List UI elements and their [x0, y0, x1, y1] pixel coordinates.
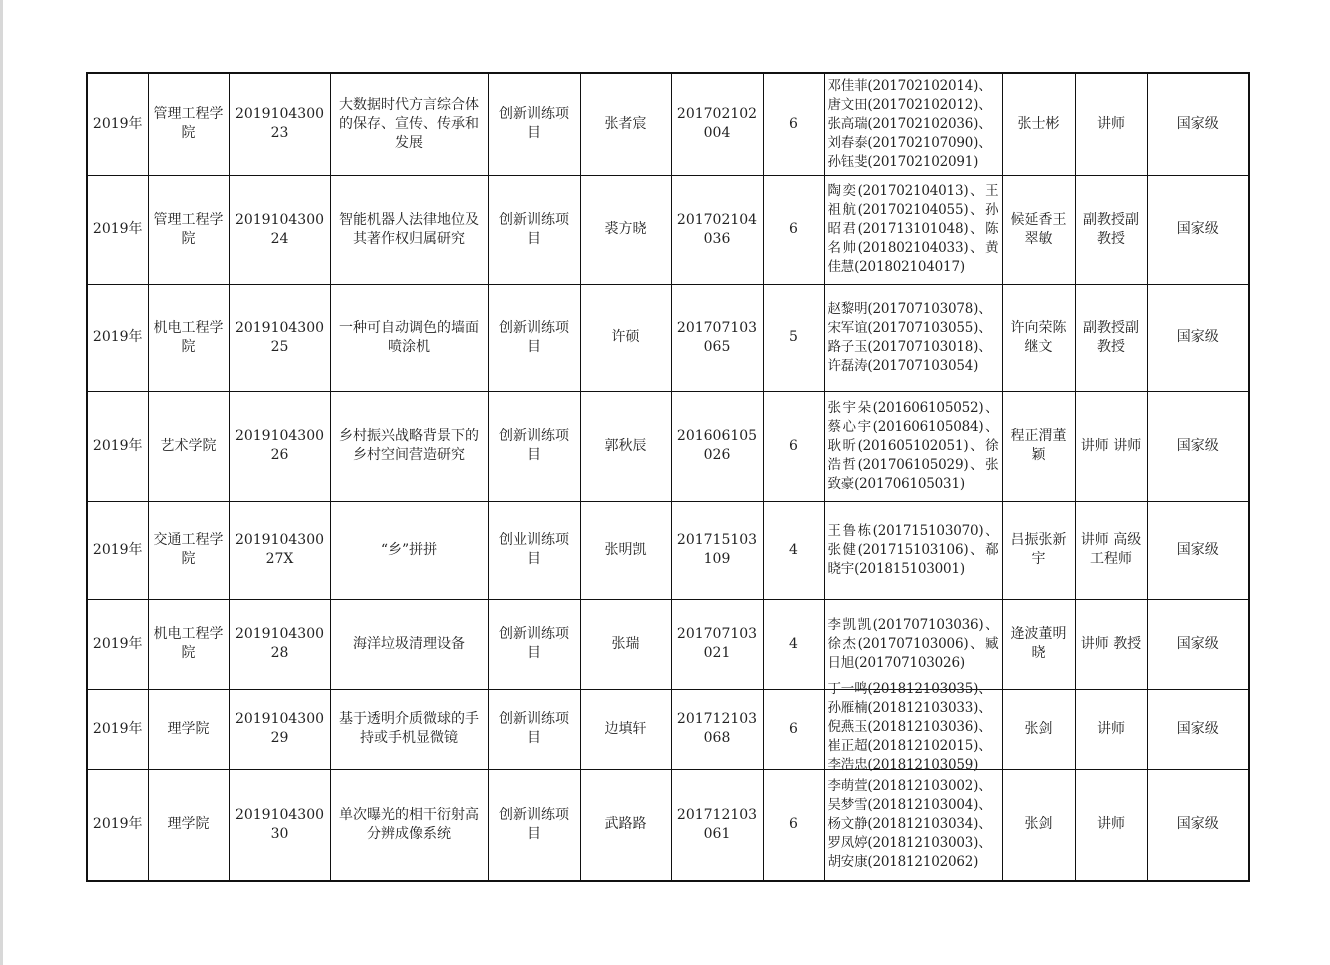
- member-count-cell: 4: [763, 599, 824, 689]
- college-cell: 交通工程学院: [148, 501, 229, 599]
- project-id-cell: 201910430023: [229, 73, 330, 175]
- project-id-cell: 201910430029: [229, 689, 330, 769]
- project-name-cell: 单次曝光的相干衍射高分辨成像系统: [330, 769, 488, 881]
- leader-cell: 边填轩: [580, 689, 671, 769]
- project-id-cell: 201910430027X: [229, 501, 330, 599]
- member-entry: 孙钰斐(201702102091): [827, 153, 979, 170]
- member-entry: 孙雁楠(201812103033)、: [827, 700, 992, 716]
- project-name-cell: “乡”拼拼: [330, 501, 488, 599]
- member-entry: 倪燕玉(201812103036)、: [827, 719, 992, 735]
- level-cell: 国家级: [1147, 284, 1249, 391]
- leader-id-cell: 201707103065: [671, 284, 763, 391]
- project-name-cell: 乡村振兴战略背景下的乡村空间营造研究: [330, 391, 488, 501]
- members-cell: [824, 501, 1002, 599]
- level-cell: 国家级: [1147, 391, 1249, 501]
- member-entry: 许磊涛(201707103054): [827, 357, 979, 374]
- member-count-cell: 6: [763, 175, 824, 284]
- member-entry: 邓佳菲(201702102014)、: [827, 77, 992, 94]
- member-entry: 丁一鸣(201812103035)、: [827, 681, 992, 697]
- member-entry: 王鲁栋(201715103070)、张健(201715103106)、郗晓宇(201815103001): [827, 522, 999, 577]
- advisor-cell: 许向荣陈继文: [1002, 284, 1075, 391]
- member-entry: 罗凤婷(201812103003)、: [827, 835, 992, 852]
- project-type-cell: 创新训练项目: [488, 689, 580, 769]
- year-cell: 2019年: [87, 501, 148, 599]
- member-entry: 唐文田(201702102012)、: [827, 96, 992, 113]
- member-entry: 杨文静(201812103034)、: [827, 816, 992, 833]
- table-row: [87, 391, 1249, 501]
- table-row: [87, 175, 1249, 284]
- advisor-title-cell: 讲师: [1075, 769, 1147, 881]
- project-id-cell: 201910430024: [229, 175, 330, 284]
- advisor-cell: 逄波董明晓: [1002, 599, 1075, 689]
- leader-cell: 张者宸: [580, 73, 671, 175]
- table-body: [87, 73, 1249, 881]
- members-cell: [824, 175, 1002, 284]
- member-count-cell: 6: [763, 769, 824, 881]
- project-type-cell: 创业训练项目: [488, 501, 580, 599]
- project-name-cell: 智能机器人法律地位及其著作权归属研究: [330, 175, 488, 284]
- member-entry: 赵黎明(201707103078)、: [827, 300, 992, 317]
- project-name-cell: 一种可自动调色的墙面喷涂机: [330, 284, 488, 391]
- advisor-title-cell: 副教授副教授: [1075, 284, 1147, 391]
- table-row: [87, 769, 1249, 881]
- project-name-cell: 大数据时代方言综合体的保存、宣传、传承和发展: [330, 73, 488, 175]
- project-id-cell: 201910430030: [229, 769, 330, 881]
- year-cell: 2019年: [87, 391, 148, 501]
- member-entry: 刘春泰(201702107090)、: [827, 134, 992, 151]
- project-type-cell: 创新训练项目: [488, 73, 580, 175]
- member-entry: 张宇朵(201606105052)、蔡心宇(201606105084)、耿昕(201605102051)、徐浩哲(201706105029)、张致豪(201706105031): [827, 399, 999, 492]
- member-count-cell: 6: [763, 689, 824, 769]
- level-cell: 国家级: [1147, 73, 1249, 175]
- advisor-cell: 张士彬: [1002, 73, 1075, 175]
- year-cell: 2019年: [87, 769, 148, 881]
- college-cell: 管理工程学院: [148, 175, 229, 284]
- project-id-cell: 201910430028: [229, 599, 330, 689]
- college-cell: 艺术学院: [148, 391, 229, 501]
- leader-cell: 裘方晓: [580, 175, 671, 284]
- member-entry: 路子玉(201707103018)、: [827, 338, 992, 355]
- member-entry: 陶奕(201702104013)、王祖航(201702104055)、孙昭君(201713101048)、陈名帅(201802104033)、黄佳慧(201802104017): [827, 183, 999, 275]
- member-count-cell: 5: [763, 284, 824, 391]
- advisor-title-cell: 讲师 高级工程师: [1075, 501, 1147, 599]
- project-type-cell: 创新训练项目: [488, 175, 580, 284]
- member-count-cell: 4: [763, 501, 824, 599]
- member-entry: 张高瑞(201702102036)、: [827, 115, 992, 132]
- leader-id-cell: 201702104036: [671, 175, 763, 284]
- year-cell: 2019年: [87, 599, 148, 689]
- member-entry: 胡安康(201812102062): [827, 854, 979, 871]
- member-count-cell: 6: [763, 73, 824, 175]
- table-row: [87, 689, 1249, 769]
- advisor-title-cell: 讲师: [1075, 73, 1147, 175]
- advisor-cell: 张剑: [1002, 769, 1075, 881]
- advisor-title-cell: 讲师 讲师: [1075, 391, 1147, 501]
- level-cell: 国家级: [1147, 599, 1249, 689]
- leader-cell: 张瑞: [580, 599, 671, 689]
- project-type-cell: 创新训练项目: [488, 769, 580, 881]
- project-id-cell: 201910430025: [229, 284, 330, 391]
- member-entry: 李浩忠(201812103059): [827, 757, 979, 773]
- college-cell: 理学院: [148, 769, 229, 881]
- project-name-cell: 基于透明介质微球的手持或手机显微镜: [330, 689, 488, 769]
- project-type-cell: 创新训练项目: [488, 599, 580, 689]
- advisor-cell: 候延香王翠敏: [1002, 175, 1075, 284]
- year-cell: 2019年: [87, 73, 148, 175]
- leader-id-cell: 201712103068: [671, 689, 763, 769]
- members-cell: [824, 391, 1002, 501]
- year-cell: 2019年: [87, 175, 148, 284]
- level-cell: 国家级: [1147, 689, 1249, 769]
- member-entry: 李凯凯(201707103036)、徐杰(201707103006)、臧日旭(201707103026): [827, 616, 999, 671]
- leader-id-cell: 201712103061: [671, 769, 763, 881]
- members-cell: [824, 599, 1002, 689]
- advisor-title-cell: 讲师 教授: [1075, 599, 1147, 689]
- table-row: [87, 599, 1249, 689]
- college-cell: 机电工程学院: [148, 599, 229, 689]
- page-left-edge: [0, 0, 3, 965]
- leader-id-cell: 201702102004: [671, 73, 763, 175]
- project-type-cell: 创新训练项目: [488, 284, 580, 391]
- college-cell: 管理工程学院: [148, 73, 229, 175]
- year-cell: 2019年: [87, 689, 148, 769]
- advisor-title-cell: 副教授副教授: [1075, 175, 1147, 284]
- project-table: [86, 72, 1250, 882]
- project-id-cell: 201910430026: [229, 391, 330, 501]
- leader-cell: 张明凯: [580, 501, 671, 599]
- leader-cell: 郭秋辰: [580, 391, 671, 501]
- advisor-title-cell: 讲师: [1075, 689, 1147, 769]
- member-entry: 宋军谊(201707103055)、: [827, 319, 992, 336]
- members-cell: [824, 681, 1002, 773]
- member-count-cell: 6: [763, 391, 824, 501]
- leader-cell: 许硕: [580, 284, 671, 391]
- member-entry: 崔正超(201812102015)、: [827, 738, 992, 754]
- leader-cell: 武路路: [580, 769, 671, 881]
- table-row: [87, 73, 1249, 175]
- college-cell: 机电工程学院: [148, 284, 229, 391]
- members-cell: [824, 284, 1002, 391]
- advisor-cell: 张剑: [1002, 689, 1075, 769]
- members-cell: [824, 73, 1002, 175]
- advisor-cell: 吕振张新宇: [1002, 501, 1075, 599]
- level-cell: 国家级: [1147, 175, 1249, 284]
- member-entry: 吴梦雪(201812103004)、: [827, 797, 992, 814]
- leader-id-cell: 201606105026: [671, 391, 763, 501]
- members-cell: [824, 769, 1002, 881]
- college-cell: 理学院: [148, 689, 229, 769]
- leader-id-cell: 201707103021: [671, 599, 763, 689]
- project-type-cell: 创新训练项目: [488, 391, 580, 501]
- level-cell: 国家级: [1147, 769, 1249, 881]
- leader-id-cell: 201715103109: [671, 501, 763, 599]
- year-cell: 2019年: [87, 284, 148, 391]
- member-entry: 李萌萱(201812103002)、: [827, 778, 992, 795]
- advisor-cell: 程正渭董颖: [1002, 391, 1075, 501]
- project-name-cell: 海洋垃圾清理设备: [330, 599, 488, 689]
- table-row: [87, 501, 1249, 599]
- table-row: [87, 284, 1249, 391]
- level-cell: 国家级: [1147, 501, 1249, 599]
